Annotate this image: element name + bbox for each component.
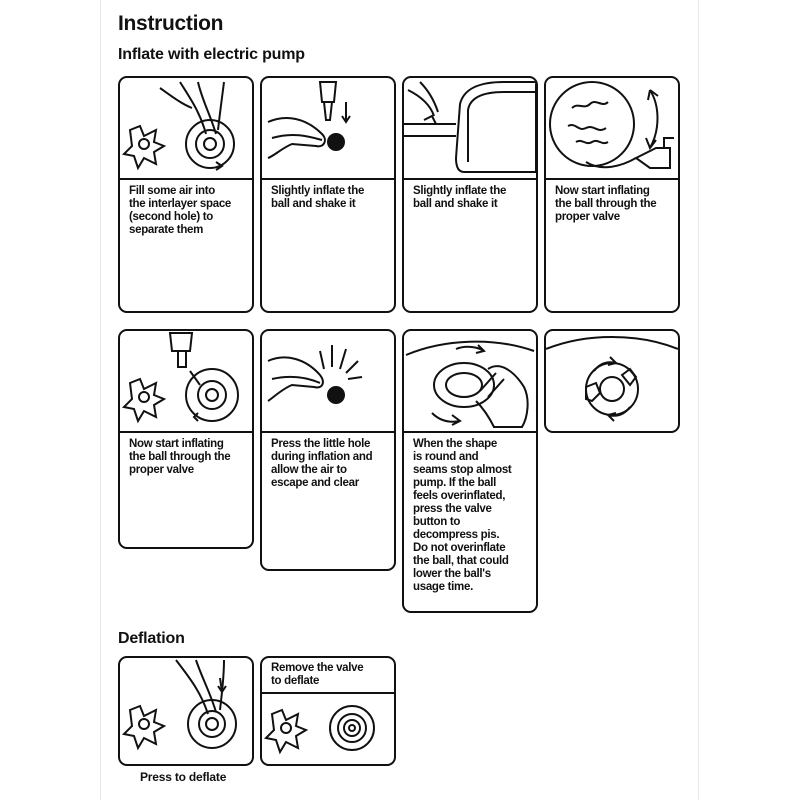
electric-pump-icon: [404, 78, 536, 178]
ball-inflating-icon: [546, 78, 678, 178]
step-7-text: When the shape is round and seams stop almost pump. If the ball feels overinflated, press the valve button to decompress pis. Do not overinflate the ball, that could lower the ball's usage time.: [413, 438, 512, 593]
step-4-illustration: [546, 78, 678, 180]
step-6-illustration: [262, 331, 394, 433]
deflate-caption: Press to deflate: [140, 770, 227, 784]
step-card-8: [544, 329, 680, 433]
remove-valve-icon: [262, 694, 394, 758]
step-4-text: Now start inflating the ball through the proper valve: [555, 185, 657, 223]
deflate-card-2: [260, 656, 396, 766]
deflate-card-1: [118, 656, 254, 766]
deflate-2-text: Remove the valve to deflate: [271, 662, 364, 687]
step-2-text: Slightly inflate the ball and shake it: [271, 185, 365, 210]
section-heading-inflate: Inflate with electric pump: [118, 46, 305, 63]
finger-hole-icon: [262, 78, 394, 178]
step-8-text: [546, 431, 678, 433]
valve-hand-icon: [120, 78, 252, 178]
step-2-illustration: [262, 78, 394, 180]
valve-rotate-icon: [546, 331, 678, 431]
page-edge-right: [698, 0, 699, 800]
step-6-text: Press the little hole during inflation and allow the air to escape and clear: [271, 438, 373, 489]
page-title: Instruction: [118, 12, 224, 35]
step-1-illustration: [120, 78, 252, 180]
step-card-2: [260, 76, 396, 313]
press-valve-button-icon: [404, 331, 536, 431]
step-8-illustration: [546, 331, 678, 431]
step-3-illustration: [404, 78, 536, 180]
press-deflate-icon: [120, 658, 252, 758]
deflate-1-illustration: [120, 658, 252, 758]
page-edge-left: [100, 0, 101, 800]
press-hole-icon: [262, 331, 394, 431]
step-card-5: [118, 329, 254, 549]
pump-valve-icon: [120, 331, 252, 431]
step-5-text: Now start inflating the ball through the proper valve: [129, 438, 231, 476]
step-5-illustration: [120, 331, 252, 433]
step-card-7: [402, 329, 538, 613]
step-card-3: [402, 76, 538, 313]
step-3-text: Slightly inflate the ball and shake it: [413, 185, 507, 210]
deflate-2-illustration: [262, 692, 394, 758]
step-card-6: [260, 329, 396, 571]
step-card-4: [544, 76, 680, 313]
step-1-text: Fill some air into the interlayer space (second hole) to separate them: [129, 185, 232, 236]
step-7-illustration: [404, 331, 536, 433]
section-heading-deflation: Deflation: [118, 630, 185, 647]
step-card-1: [118, 76, 254, 313]
